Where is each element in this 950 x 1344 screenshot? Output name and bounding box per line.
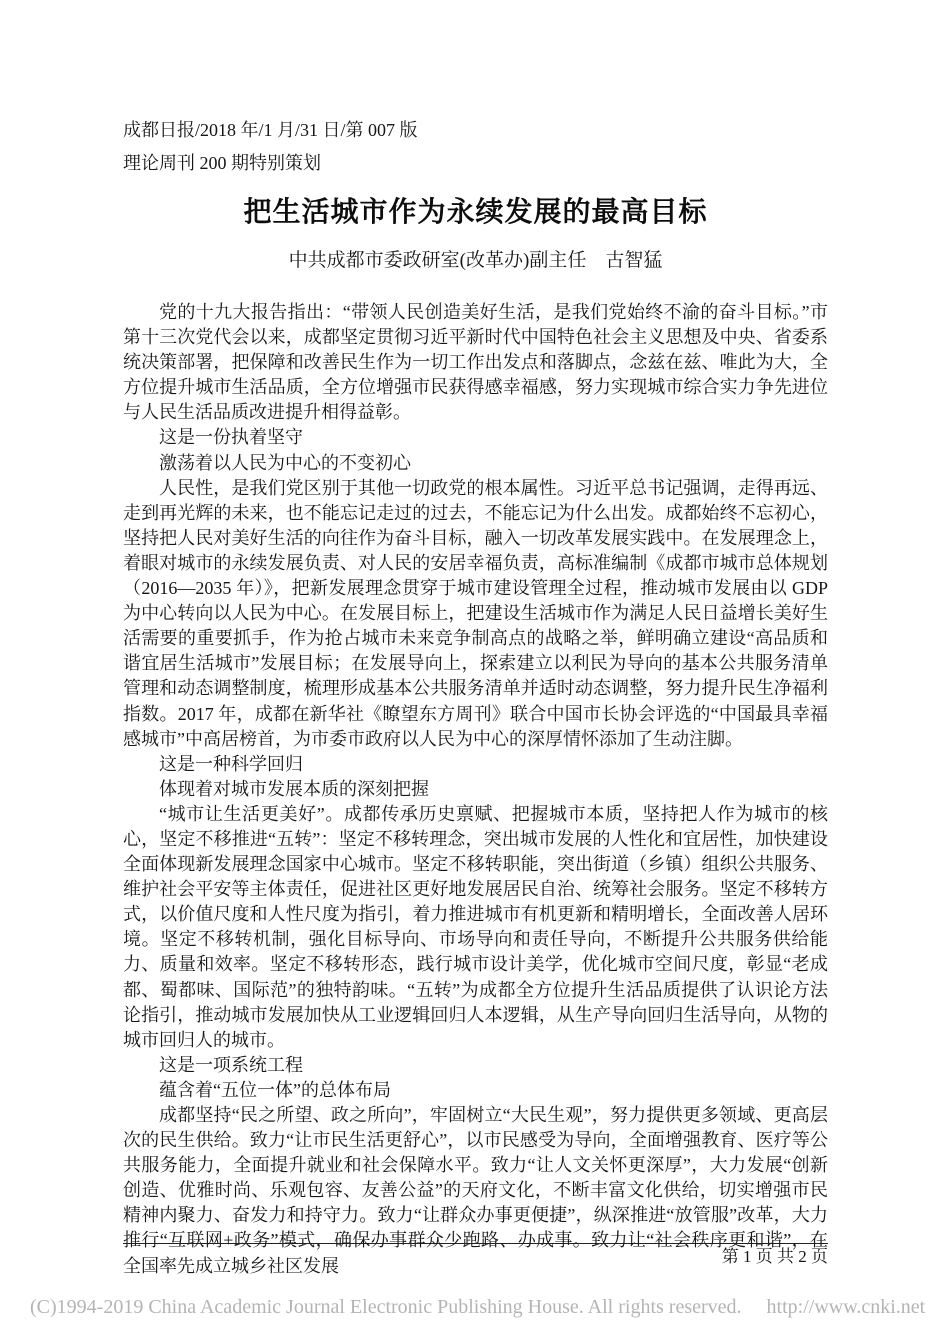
source-line: 成都日报/2018 年/1 月/31 日/第 007 版: [123, 120, 418, 140]
section-subhead: 这是一种科学回归: [159, 753, 303, 774]
body-paragraph: “城市让生活更美好”。成都传承历史禀赋、把握城市本质，坚持把人作为城市的核心，坚定不移推进“五转”：坚定不移转理念，突出城市发展的人性化和宜居性，加快建设全面体现新发展理念国家中心城市。坚定不移转职能，突出街道（乡镇）组织公共服务、维护社会平安等主体责任，促进社区更好地发展居民自治、统筹社会服务。坚定不移转方式，以价值尺度和人性尺度为指引，着力推进城市有机更新和精明增长，全面改善人居环境。坚定不移转机制，强化目标导向、市场导向和责任导向，不断提升公共服务供给能力、质量和效率。坚定不移转形态，践行城市设计美学，优化城市空间尺度，彰显“老成都、蜀都味、国际范”的独特韵味。“五转”为成都全方位提升生活品质提供了认识论方法论指引，推动城市发展加快从工业逻辑回归人本逻辑，从生产导向回归生活导向，从物的城市回归人的城市。: [123, 803, 828, 1050]
article-body: [123, 300, 828, 1279]
body-paragraph: 成都坚持“民之所望、政之所向”，牢固树立“大民生观”，努力提供更多领域、更高层次的民生供给。致力“让市民生活更舒心”，以市民感受为导向，全面增强教育、医疗等公共服务能力，全面提升就业和社会保障水平。致力“让人文关怀更深厚”，大力发展“创新创造、优雅时尚、乐观包容、友善公益”的天府文化，不断丰富文化供给，切实增强市民精神内聚力、奋发力和持守力。致力“让群众办事更便捷”，纵深推进“放管服”改革，大力推行“互联网+政务”模式，确保办事群众少跑路、办成事。致力让“社会秩序更和谐”，在全国率先成立城乡社区发展: [123, 1105, 828, 1276]
copyright-watermark: (C)1994-2019 China Academic Journal Electronic Publishing House. All rights reserved. http://www.cnki.net: [30, 1296, 926, 1318]
section-subhead: 这是一项系统工程: [159, 1054, 303, 1075]
article-title: 把生活城市作为永续发展的最高目标: [243, 196, 708, 227]
article-header: [123, 114, 828, 180]
article-author: 中共成都市委政研室(改革办)副主任 古智猛: [288, 250, 663, 271]
page-content: [123, 114, 828, 1279]
section-subhead: 体现着对城市发展本质的深刻把握: [159, 778, 429, 799]
section-subhead: 这是一份执着坚守: [159, 427, 303, 448]
body-paragraph: 党的十九大报告指出：“带领人民创造美好生活，是我们党始终不渝的奋斗目标。”市第十三次党代会以来，成都坚定贯彻习近平新时代中国特色社会主义思想及中央、省委系统决策部署，把保障和改善民生作为一切工作出发点和落脚点，念兹在兹、唯此为大，全方位提升城市生活品质，全方位增强市民获得感幸福感，努力实现城市综合实力争先进位与人民生活品质改进提升相得益彰。: [123, 302, 828, 423]
section-subhead: 蕴含着“五位一体”的总体布局: [159, 1079, 391, 1100]
footer-divider: [123, 1243, 828, 1244]
edition-line: 理论周刊 200 期特别策划: [123, 153, 321, 173]
page-indicator: 第 1 页 共 2 页: [721, 1247, 828, 1266]
section-subhead: 激荡着以人民为中心的不变初心: [159, 452, 411, 473]
body-paragraph: 人民性，是我们党区别于其他一切政党的根本属性。习近平总书记强调，走得再远、走到再光辉的未来，也不能忘记走过的过去，不能忘记为什么出发。成都始终不忘初心，坚持把人民对美好生活的向往作为奋斗目标，融入一切改革发展实践中。在发展理念上，着眼对城市的永续发展负责、对人民的安居幸福负责，高标准编制《成都市城市总体规划（2016—2035 年）》，把新发展理念贯穿于城市建设管理全过程，推动城市发展由以 GDP 为中心转向以人民为中心。在发展目标上，把建设生活城市作为满足人民日益增长美好生活需要的重要抓手，作为抢占城市未来竞争制高点的战略之举，鲜明确立建设“高品质和谐宜居生活城市”发展目标；在发展导向上，探索建立以利民为导向的基本公共服务清单管理和动态调整制度，梳理形成基本公共服务清单并适时动态调整，努力提升民生净福利指数。2017 年，成都在新华社《瞭望东方周刊》联合中国市长协会评选的“中国最具幸福感城市”中高居榜首，为市委市政府以人民为中心的深厚情怀添加了生动注脚。: [123, 477, 828, 749]
